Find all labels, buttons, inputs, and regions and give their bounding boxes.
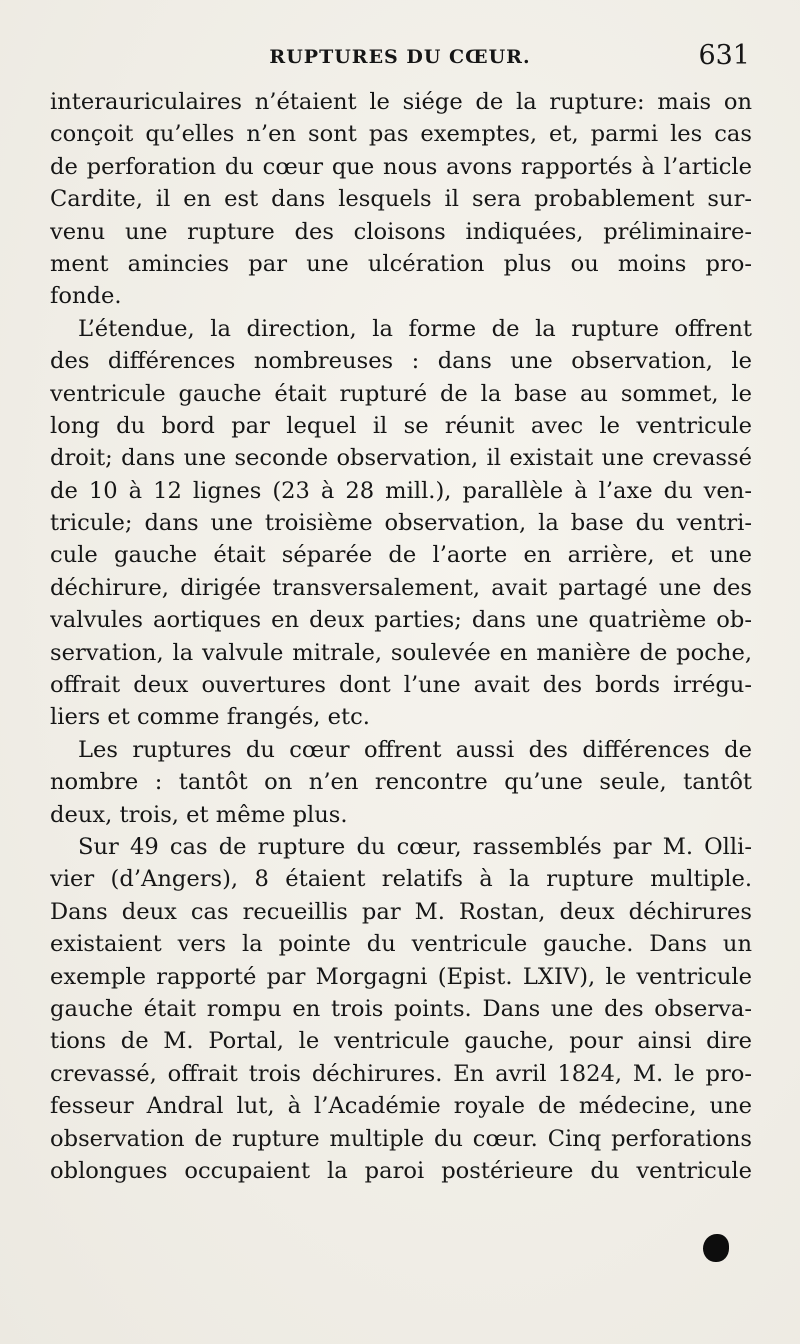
text-line: crevassé, offrait trois déchirures. En avril 1824, M. le pro- — [50, 1060, 752, 1087]
text-line: valvules aortiques en deux parties; dans une quatrième ob- — [50, 607, 752, 634]
text-line: tricule; dans une troisième observation, la base du ventri- — [50, 510, 752, 537]
text-line: nombre : tantôt on n’en rencontre qu’une seule, tantôt — [50, 769, 752, 796]
text-line: venu une rupture des cloisons indiquées, préliminaire- — [50, 218, 752, 245]
text-line: exemple rapporté par Morgagni (Epist. LXIV), le ventricule — [50, 963, 752, 990]
body-text — [50, 86, 752, 1187]
text-line: Cardite, il en est dans lesquels il sera probablement sur- — [50, 186, 752, 213]
text-line: L’étendue, la direction, la forme de la rupture offrent — [78, 315, 752, 342]
text-line: liers et comme frangés, etc. — [50, 704, 370, 731]
text-line: fesseur Andral lut, à l’Académie royale de médecine, une — [50, 1093, 752, 1120]
text-line: de perforation du cœur que nous avons rapportés à l’article — [50, 153, 752, 180]
page-number: 631 — [698, 40, 750, 71]
text-line: déchirure, dirigée transversalement, avait partagé une des — [50, 574, 752, 601]
text-line: tions de M. Portal, le ventricule gauche, pour ainsi dire — [50, 1028, 752, 1055]
text-line: observation de rupture multiple du cœur. Cinq perforations — [50, 1125, 752, 1152]
text-line: des différences nombreuses : dans une observation, le — [50, 348, 752, 375]
text-line: de 10 à 12 lignes (23 à 28 mill.), parallèle à l’axe du ven- — [50, 477, 752, 504]
text-line: existaient vers la pointe du ventricule gauche. Dans un — [50, 931, 752, 958]
text-line: conçoit qu’elles n’en sont pas exemptes, et, parmi les cas — [50, 121, 752, 148]
text-line: deux, trois, et même plus. — [50, 801, 348, 828]
text-line: oblongues occupaient la paroi postérieure du ventricule — [50, 1157, 752, 1184]
text-line: Les ruptures du cœur offrent aussi des différences de — [78, 736, 752, 763]
text-line: interauriculaires n’étaient le siége de la rupture: mais on — [50, 89, 752, 115]
text-line: Sur 49 cas de rupture du cœur, rassemblés par M. Olli- — [78, 833, 752, 860]
text-line: fonde. — [50, 283, 122, 310]
text-line: ventricule gauche était rupturé de la base au sommet, le — [50, 380, 752, 407]
ink-stain — [703, 1234, 729, 1262]
page-header — [50, 42, 750, 78]
text-line: vier (d’Angers), 8 étaient relatifs à la rupture multiple. — [50, 866, 752, 893]
text-line: gauche était rompu en trois points. Dans une des observa- — [50, 995, 752, 1022]
text-line: Dans deux cas recueillis par M. Rostan, deux déchirures — [50, 898, 752, 925]
text-line: offrait deux ouvertures dont l’une avait des bords irrégu- — [50, 672, 752, 699]
text-line: servation, la valvule mitrale, soulevée en manière de poche, — [50, 639, 752, 666]
text-line: droit; dans une seconde observation, il existait une crevassé — [50, 445, 752, 472]
text-line: long du bord par lequel il se réunit avec le ventricule — [50, 412, 752, 439]
running-title: RUPTURES DU CŒUR. — [269, 46, 531, 68]
text-line: cule gauche était séparée de l’aorte en arrière, et une — [50, 542, 752, 569]
text-line: ment amincies par une ulcération plus ou moins pro- — [50, 250, 752, 277]
